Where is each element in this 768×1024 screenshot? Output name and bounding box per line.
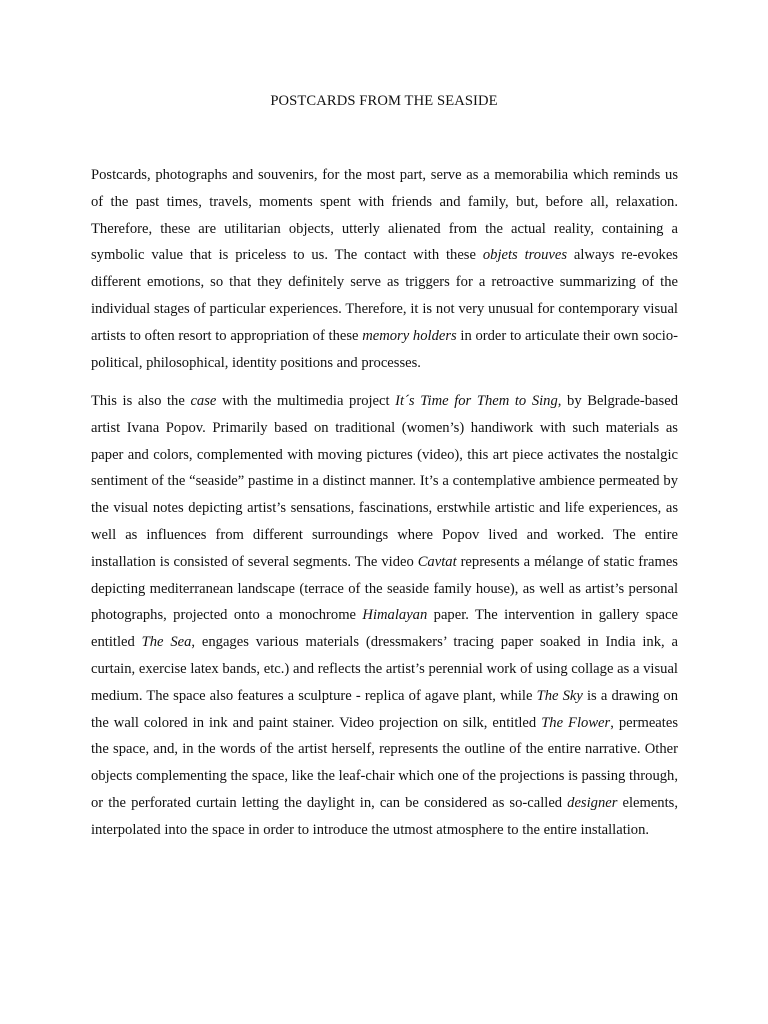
paragraph-2-italic-cavtat: Cavtat: [417, 553, 457, 570]
paragraph-2-italic-case: case: [190, 393, 217, 409]
paragraph-2-text: This is also the: [91, 393, 191, 409]
paragraph-1-italic-memory-holders: memory holders: [362, 327, 457, 344]
document-title: POSTCARDS FROM THE SEASIDE: [270, 93, 498, 109]
paragraph-2-italic-himalayan: Himalayan: [362, 607, 428, 624]
paragraph-2-text: elements, interpolated into the space in order to introduce the utmost atmosphere to the entire installation.: [91, 794, 678, 838]
paragraph-2-italic-project-title: It´s Time for Them to Sing,: [395, 393, 562, 409]
paragraph-2-text: , permeates the space, and, in the words of the artist herself, represents the outline of the entire narrative. Other objects complementing the space, like the leaf-chair which one of the projections is passing through, or the perforated curtain letting the daylight in, can be considered as so-called: [91, 714, 678, 811]
paragraph-2-text: with the multimedia project: [216, 393, 396, 409]
paragraph-2-italic-designer: designer: [567, 794, 618, 811]
paragraph-2-italic-the-flower: The Flower: [541, 714, 611, 731]
paragraph-2-text: by Belgrade-based artist Ivana Popov. Primarily based on traditional (women’s) handiwork with such materials as paper and colors, complemented with moving pictures (video), this art piece activates the nostalgic sentiment of the “seaside” pastime in a distinct manner. It’s a contemplative ambience permeated by the visual notes depicting artist’s sensations, fascinations, erstwhile artistic and life experiences, as well as influences from different surroundings where Popov lived and worked. The entire installation is consisted of several segments. The video: [91, 393, 678, 570]
paragraph-2-text: is a drawing on the wall colored in ink and paint stainer. Video projection on silk, entitled: [91, 687, 678, 731]
paragraph-1: [91, 162, 678, 376]
paragraph-2: [91, 388, 678, 844]
paragraph-1-text: Postcards, photographs and souvenirs, for the most part, serve as a memorabilia which reminds us of the past times, travels, moments spent with friends and family, but, before all, relaxation. Therefore, these are utilitarian objects, utterly alienated from the actual reality, containing a symbolic value that is priceless to us. The contact with these: [91, 167, 678, 264]
paragraph-2-text: paper. The intervention in gallery space entitled: [91, 607, 678, 651]
paragraph-1-italic-objets-trouves: objets trouves: [482, 247, 567, 264]
paragraph-2-text: , engages various materials (dressmakers’ tracing paper soaked in India ink, a curtain, exercise latex bands, etc.) and reflects the artist’s perennial work of using collage as a visual medium. The space also features a sculpture - replica of agave plant, while: [91, 634, 678, 704]
paragraph-1-text: in order to articulate their own socio-political, philosophical, identity positions and processes.: [91, 327, 678, 371]
paragraph-2-italic-the-sea: The Sea: [141, 634, 192, 651]
paragraph-2-italic-the-sky: The Sky: [536, 687, 583, 704]
paragraph-1-text: always re-evokes different emotions, so that they definitely serve as triggers for a retroactive summarizing of the individual stages of particular experiences. Therefore, it is not very unusual for contemporary visual artists to often resort to appropriation of these: [91, 247, 678, 344]
paragraph-2-text: represents a mélange of static frames depicting mediterranean landscape (terrace of the seaside family house), as well as artist’s personal photographs, projected onto a monochrome: [91, 553, 678, 624]
